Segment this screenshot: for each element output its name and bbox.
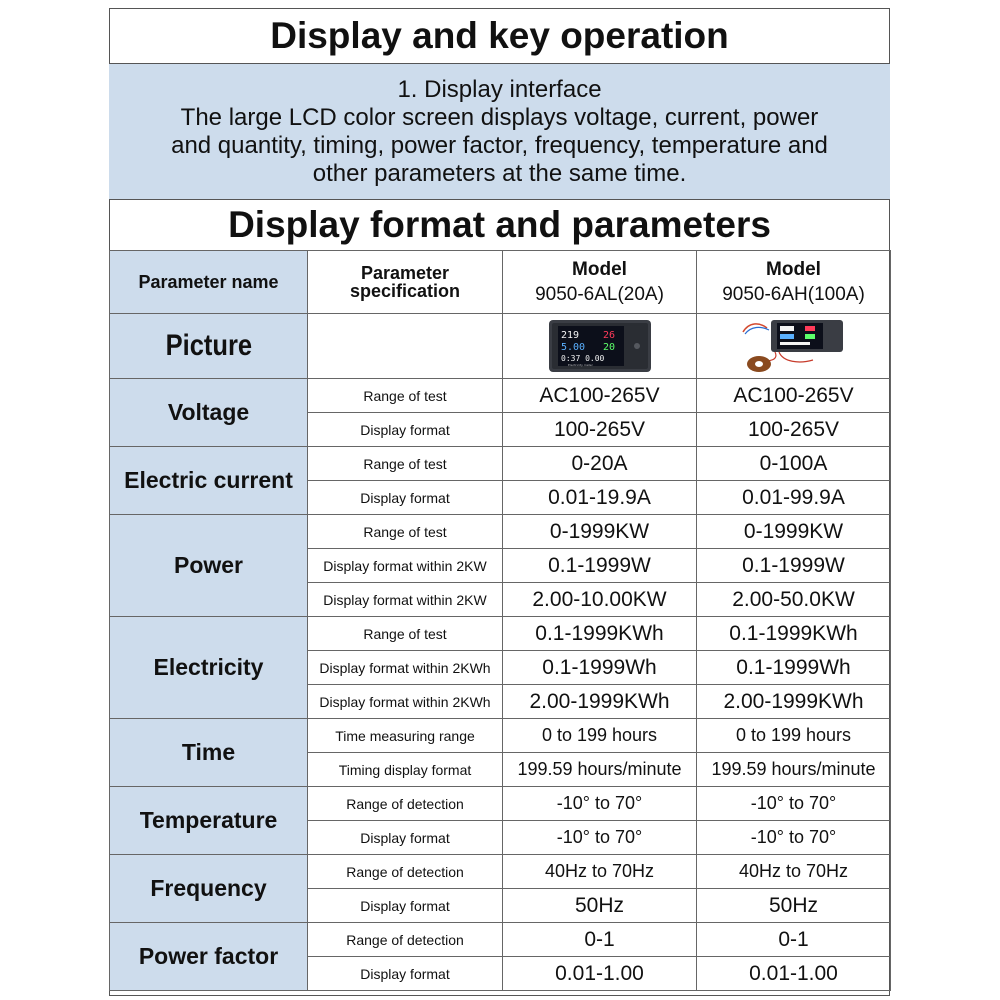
value-model-a: AC100-265V <box>503 379 697 413</box>
header-model-a <box>503 251 697 314</box>
param-temperature: Temperature <box>110 787 308 855</box>
header-spec-line-2: specification <box>349 281 461 301</box>
value-model-a: -10° to 70° <box>503 787 697 821</box>
value-model-a: 0-1999KW <box>503 515 697 549</box>
value-model-b: AC100-265V <box>697 379 891 413</box>
value-model-a: -10° to 70° <box>503 821 697 855</box>
table-header-row <box>110 251 891 314</box>
spec-label: Range of test <box>308 617 503 651</box>
spec-label: Display format <box>308 481 503 515</box>
header-spec-line-1: Parameter <box>360 263 450 283</box>
intro-line-2: and quantity, timing, power factor, frequency, temperature and <box>171 131 828 159</box>
spec-label: Range of test <box>308 515 503 549</box>
header-param-spec <box>308 251 503 314</box>
device-reading-3: 5.00 <box>560 342 585 353</box>
intro-panel <box>109 64 890 200</box>
device-reading-1: 219 <box>560 330 579 341</box>
header-model-b <box>697 251 891 314</box>
meter-with-ct-image <box>739 316 849 376</box>
value-model-b: 0.01-1.00 <box>697 957 891 991</box>
value-model-a: 100-265V <box>503 413 697 447</box>
value-model-b: 0.1-1999Wh <box>697 651 891 685</box>
value-model-a: 0.1-1999KWh <box>503 617 697 651</box>
value-model-a: 2.00-1999KWh <box>503 685 697 719</box>
param-power-factor: Power factor <box>110 923 308 991</box>
section-title: Display format and parameters <box>228 204 771 245</box>
param-power: Power <box>110 515 308 617</box>
value-model-b: 0-1999KW <box>697 515 891 549</box>
picture-model-a <box>503 314 697 379</box>
picture-label-cell <box>110 314 308 379</box>
spec-label: Display format within 2KW <box>308 549 503 583</box>
value-model-a: 0-20A <box>503 447 697 481</box>
value-model-b: 0-100A <box>697 447 891 481</box>
spec-label: Display format within 2KWh <box>308 651 503 685</box>
page-title: Display and key operation <box>109 8 890 64</box>
value-model-b: 0 to 199 hours <box>697 719 891 753</box>
spec-label: Range of detection <box>308 855 503 889</box>
value-model-b: 2.00-1999KWh <box>697 685 891 719</box>
value-model-b: 0-1 <box>697 923 891 957</box>
value-model-b: 0.1-1999KWh <box>697 617 891 651</box>
table-row <box>110 923 891 957</box>
param-electricity: Electricity <box>110 617 308 719</box>
value-model-a: 199.59 hours/minute <box>503 753 697 787</box>
value-model-b: -10° to 70° <box>697 787 891 821</box>
value-model-a: 2.00-10.00KW <box>503 583 697 617</box>
table-row <box>110 617 891 651</box>
device-reading-5: 0:37 0.00 <box>560 354 604 363</box>
param-electric-current: Electric current <box>110 447 308 515</box>
value-model-a: 0.01-19.9A <box>503 481 697 515</box>
spec-label: Timing display format <box>308 753 503 787</box>
table-row <box>110 515 891 549</box>
value-model-a: 0.1-1999Wh <box>503 651 697 685</box>
param-voltage: Voltage <box>110 379 308 447</box>
intro-heading: 1. Display interface <box>397 75 602 103</box>
value-model-b: 199.59 hours/minute <box>697 753 891 787</box>
value-model-a: 0 to 199 hours <box>503 719 697 753</box>
model-b-label: Model <box>766 259 821 280</box>
picture-spec-empty <box>308 314 503 379</box>
table-row <box>110 379 891 413</box>
model-a-name: 9050-6AL(20A) <box>535 284 664 305</box>
value-model-b: 2.00-50.0KW <box>697 583 891 617</box>
picture-row <box>110 314 891 379</box>
value-model-a: 0.1-1999W <box>503 549 697 583</box>
value-model-b: 100-265V <box>697 413 891 447</box>
table-row <box>110 787 891 821</box>
param-time: Time <box>110 719 308 787</box>
value-model-b: -10° to 70° <box>697 821 891 855</box>
value-model-a: 40Hz to 70Hz <box>503 855 697 889</box>
value-model-a: 0.01-1.00 <box>503 957 697 991</box>
device-reading-2: 26 <box>602 330 615 341</box>
spec-label: Display format within 2KW <box>308 583 503 617</box>
table-row <box>110 855 891 889</box>
device-reading-4: 20 <box>602 342 615 353</box>
spec-label: Range of test <box>308 379 503 413</box>
spec-label: Time measuring range <box>308 719 503 753</box>
device-caption: Electricity meter <box>567 363 593 367</box>
spec-label: Display format <box>308 889 503 923</box>
value-model-b: 40Hz to 70Hz <box>697 855 891 889</box>
meter-device-image <box>548 319 652 373</box>
spec-label: Display format within 2KWh <box>308 685 503 719</box>
spec-label: Range of test <box>308 447 503 481</box>
param-frequency: Frequency <box>110 855 308 923</box>
value-model-a: 50Hz <box>503 889 697 923</box>
spec-label: Range of detection <box>308 787 503 821</box>
value-model-b: 0.01-99.9A <box>697 481 891 515</box>
header-param-name: Parameter name <box>110 251 308 314</box>
spec-label: Display format <box>308 957 503 991</box>
picture-model-b <box>697 314 891 379</box>
model-a-label: Model <box>572 259 627 280</box>
value-model-a: 0-1 <box>503 923 697 957</box>
spec-label: Display format <box>308 821 503 855</box>
spec-table <box>109 250 891 991</box>
spec-label: Display format <box>308 413 503 447</box>
table-row <box>110 447 891 481</box>
value-model-b: 50Hz <box>697 889 891 923</box>
table-row <box>110 719 891 753</box>
picture-label: Picture <box>165 329 252 362</box>
model-b-name: 9050-6AH(100A) <box>722 284 865 305</box>
intro-line-1: The large LCD color screen displays voltage, current, power <box>180 103 819 131</box>
value-model-b: 0.1-1999W <box>697 549 891 583</box>
spec-label: Range of detection <box>308 923 503 957</box>
intro-line-3: other parameters at the same time. <box>312 159 687 187</box>
